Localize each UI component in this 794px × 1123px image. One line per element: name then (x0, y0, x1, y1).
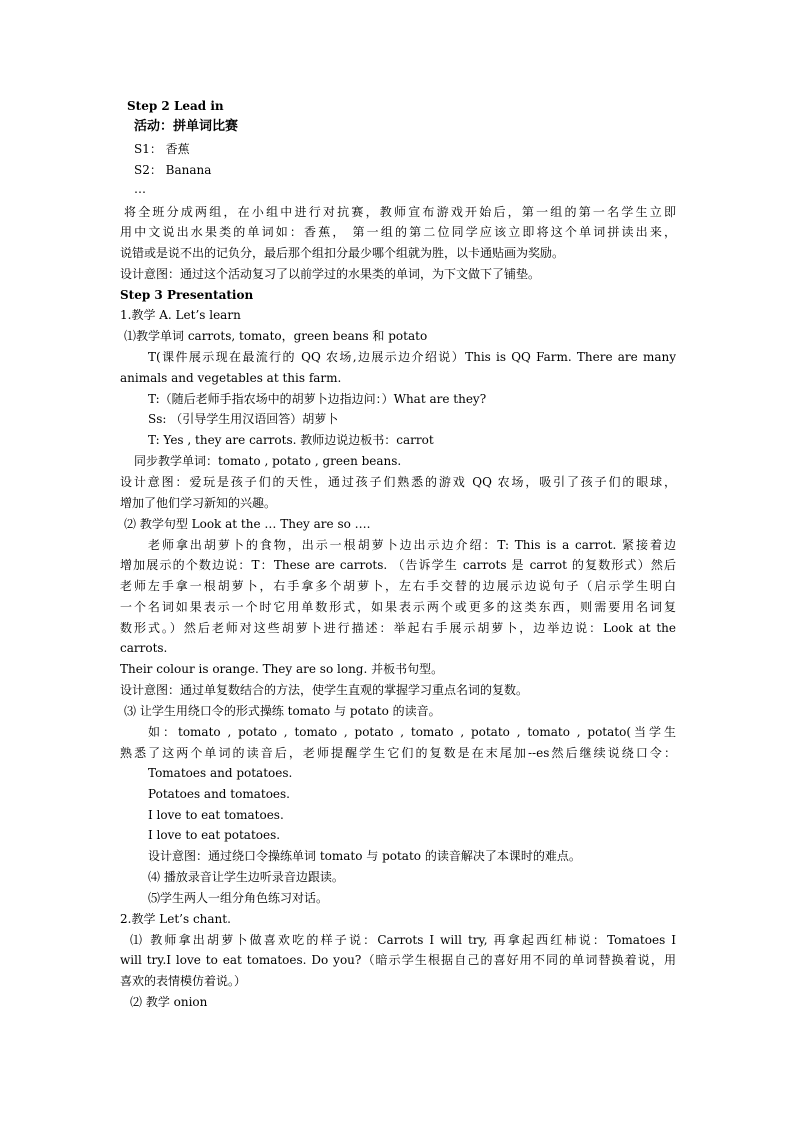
item3: ⑶ 让学生用绕口令的形式操练 tomato 与 potato 的读音。 (124, 704, 441, 718)
para3-line1: 如：tomato , potato , tomato , potato , tomato , potato , tomato , potato(当学生 (148, 725, 676, 739)
section1-title: 1.教学 A. Let’s learn (120, 308, 241, 322)
step3-heading: Step 3 Presentation (120, 288, 254, 302)
design-intent-1: 设计意图：通过这个活动复习了以前学过的水果类的单词，为下文做下了铺垫。 (120, 267, 541, 281)
item7: ⑵ 教学 onion (130, 995, 208, 1009)
teacher-line1: T(课件展示现在最流行的 QQ 农场,边展示边介绍说）This is QQ Farm. There are many (148, 350, 676, 364)
chant-line2: Potatoes and tomatoes. (148, 787, 290, 801)
chant-line3: I love to eat tomatoes. (148, 808, 284, 822)
para2-line7: Their colour is orange. They are so long. 并板书句型。 (120, 662, 444, 676)
design-intent-2-line1: 设计意图：爱玩是孩子们的天性，通过孩子们熟悉的游戏 QQ 农场，吸引了孩子们的眼球， (120, 475, 676, 489)
para2-line1: 老师拿出胡萝卜的食物，出示一根胡萝卜边出示边介绍：T: This is a carrot. 紧接着边 (148, 538, 676, 552)
item6-line3: 喜欢的表情模仿着说。） (120, 974, 247, 988)
s1-line: S1： 香蕉 (134, 142, 190, 156)
para3-line2: 熟悉了这两个单词的读音后，老师提醒学生它们的复数是在末尾加--es然后继续说绕口令： (120, 746, 676, 760)
design-intent-4: 设计意图：通过绕口令操练单词 tomato 与 potato 的读音解决了本课时的难点。 (148, 849, 581, 863)
teacher-line1-cont: animals and vegetables at this farm. (120, 371, 342, 385)
item6-line1: ⑴ 教师拿出胡萝卜做喜欢吃的样子说：Carrots I will try, 再拿起西红柿说：Tomatoes I (130, 933, 676, 947)
teacher-line3: T: Yes , they are carrots. 教师边说边板书：carrot (148, 433, 434, 447)
teacher-line2: T:（随后老师手指农场中的胡萝卜边指边问：）What are they? (148, 392, 487, 406)
item6-line2: will try.I love to eat tomatoes. Do you?（暗示学生根据自己的喜好用不同的单词替换着说，用 (120, 953, 676, 967)
para2-line2: 增加展示的个数边说：T：These are carrots. （告诉学生 carrots 是 carrot 的复数形式）然后 (120, 558, 676, 572)
sync-words: 同步教学单词：tomato , potato , green beans. (134, 454, 402, 468)
para1-line1: 将全班分成两组，在小组中进行对抗赛，教师宣布游戏开始后，第一组的第一名学生立即 (124, 205, 676, 219)
students-line: Ss: （引导学生用汉语回答）胡萝卜 (148, 412, 339, 426)
para1-line2: 用中文说出水果类的单词如：香蕉， 第一组的第二位同学应该立即将这个单词拼读出来， (120, 225, 676, 239)
item5: ⑸学生两人一组分角色练习对话。 (148, 891, 329, 905)
item2: ⑵ 教学句型 Look at the … They are so …. (124, 517, 371, 531)
para2-line3: 老师左手拿一根胡萝卜，右手拿多个胡萝卜，左右手交替的边展示边说句子（启示学生明白 (120, 579, 676, 593)
item1: ⑴教学单词 carrots, tomato，green beans 和 potato (124, 329, 428, 343)
ellipsis: … (134, 182, 146, 196)
activity-title: 活动：拼单词比赛 (134, 119, 239, 134)
section2-title: 2.教学 Let’s chant. (120, 912, 231, 926)
chant-line1: Tomatoes and potatoes. (148, 766, 293, 780)
s2-line: S2： Banana (134, 163, 212, 177)
para2-line5: 数形式。）然后老师对这些胡萝卜进行描述：举起右手展示胡萝卜，边举边说：Look at the (120, 621, 676, 635)
para2-line4: 一个名词如果表示一个时它用单数形式，如果表示两个或更多的这类东西，则需要用名词复 (120, 600, 676, 614)
para1-line3: 说错或是说不出的记负分，最后那个组扣分最少哪个组就为胜，以卡通贴画为奖励。 (120, 246, 565, 260)
chant-line4: I love to eat potatoes. (148, 828, 281, 842)
item4: ⑷ 播放录音让学生边听录音边跟读。 (148, 870, 344, 884)
design-intent-3: 设计意图：通过单复数结合的方法，使学生直观的掌握学习重点名词的复数。 (120, 683, 529, 697)
para2-line6: carrots. (120, 641, 168, 655)
step2-heading: Step 2 Lead in (127, 99, 224, 113)
design-intent-2-line2: 增加了他们学习新知的兴趣。 (120, 496, 277, 510)
